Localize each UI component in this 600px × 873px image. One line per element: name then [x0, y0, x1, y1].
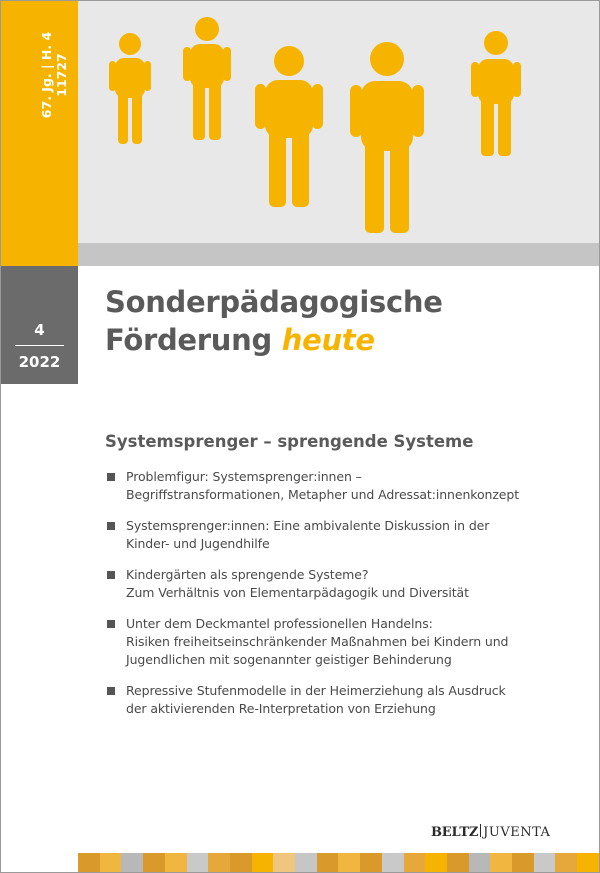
toc-item: [107, 468, 577, 504]
stripe-segment: [143, 853, 165, 872]
journal-title-accent: heute: [281, 323, 375, 357]
bullet-square-icon: [107, 522, 115, 530]
issue-number: 4: [34, 321, 45, 339]
stripe-segment: [404, 853, 426, 872]
stripe-segment: [78, 853, 100, 872]
publisher-separator: [480, 824, 481, 837]
stripe-segment: [338, 853, 360, 872]
stripe-segment: [425, 853, 447, 872]
person-figure-icon: [255, 45, 323, 207]
stripe-segment: [512, 853, 534, 872]
stripe-segment: [382, 853, 404, 872]
volume-line: 67. Jg. | H. 4: [39, 31, 54, 119]
stripe-segment: [121, 853, 143, 872]
toc-line: Jugendlichen mit sogenannter geistiger Behinderung: [126, 652, 452, 667]
issue-year: 2022: [18, 353, 61, 371]
bullet-square-icon: [107, 620, 115, 628]
stripe-segment: [187, 853, 209, 872]
toc-item: [107, 517, 577, 553]
volume-info: [39, 25, 69, 125]
stripe-segment: [208, 853, 230, 872]
toc-item: [107, 615, 577, 669]
toc-line: Zum Verhältnis von Elementarpädagogik und Diversität: [126, 585, 469, 600]
person-figure-icon: [350, 41, 424, 233]
stripe-segment: [469, 853, 491, 872]
table-of-contents: [107, 468, 577, 731]
toc-line: Repressive Stufenmodelle in der Heimerziehung als Ausdruck: [126, 683, 506, 698]
publisher-logo: [431, 821, 550, 840]
divider-band: [78, 243, 599, 266]
toc-item: [107, 566, 577, 602]
toc-line: Unter dem Deckmantel professionellen Handelns:: [126, 616, 433, 631]
stripe-segment: [252, 853, 274, 872]
toc-item: [107, 682, 577, 718]
toc-line: Problemfigur: Systemsprenger:innen –: [126, 469, 362, 484]
toc-line: Begriffstransformationen, Metapher und Adressat:innenkonzept: [126, 487, 520, 502]
stripe-segment: [230, 853, 252, 872]
stripe-segment: [490, 853, 512, 872]
stripe-segment: [360, 853, 382, 872]
person-figure-icon: [183, 16, 231, 140]
journal-title: [105, 283, 443, 359]
toc-line: Kinder- und Jugendhilfe: [126, 536, 270, 551]
stripe-segment: [534, 853, 556, 872]
stripe-segment: [317, 853, 339, 872]
stripe-segment: [100, 853, 122, 872]
toc-line: Kindergärten als sprengende Systeme?: [126, 567, 369, 582]
toc-line: Risiken freiheitseinschränkender Maßnahmen bei Kindern und: [126, 634, 509, 649]
issue-theme: Systemsprenger – sprengende Systeme: [105, 432, 474, 451]
journal-title-line2: [105, 321, 443, 359]
bullet-square-icon: [107, 571, 115, 579]
publisher-name: BELTZ: [431, 825, 479, 840]
stripe-segment: [447, 853, 469, 872]
publisher-imprint: JUVENTA: [483, 825, 551, 840]
decorative-stripe-bar: [78, 853, 599, 872]
bullet-square-icon: [107, 473, 115, 481]
issue-divider: [15, 345, 64, 346]
stripe-segment: [273, 853, 295, 872]
toc-line: Systemsprenger:innen: Eine ambivalente Diskussion in der: [126, 518, 490, 533]
bullet-square-icon: [107, 687, 115, 695]
stripe-segment: [165, 853, 187, 872]
journal-title-main: Förderung: [105, 323, 282, 357]
stripe-segment: [295, 853, 317, 872]
person-figure-icon: [471, 30, 521, 156]
journal-title-line1: Sonderpädagogische: [105, 285, 443, 319]
stripe-segment: [555, 853, 577, 872]
person-figure-icon: [109, 32, 151, 144]
order-number: 11727: [54, 53, 69, 97]
people-illustration: [78, 1, 599, 243]
toc-line: der aktivierenden Re-Interpretation von Erziehung: [126, 701, 436, 716]
stripe-segment: [577, 853, 599, 872]
